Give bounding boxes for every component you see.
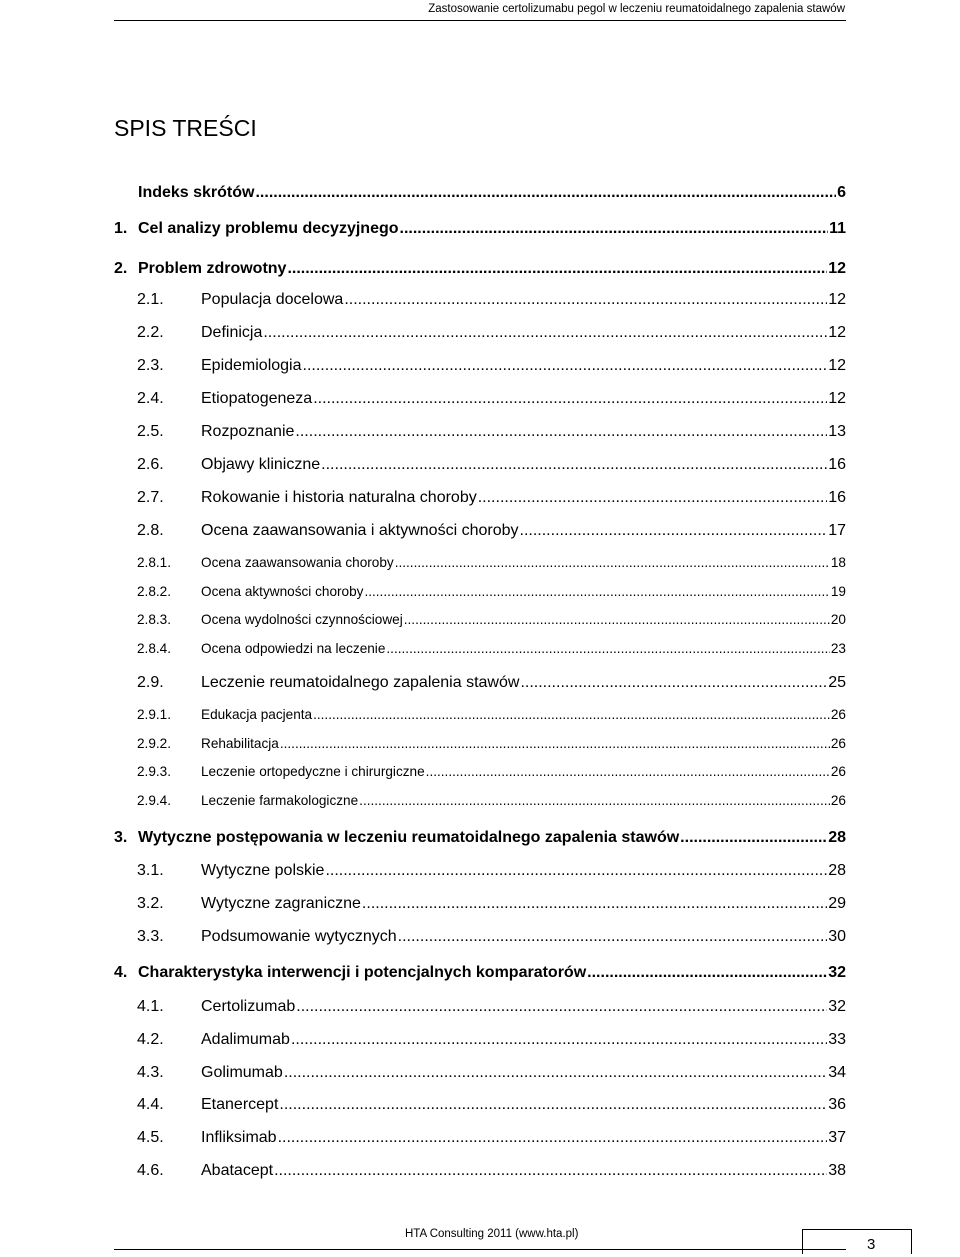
toc-entry-number: 4.1. [137,998,164,1015]
toc-entry[interactable] [114,996,846,1018]
toc-entry-page: 32 [828,964,846,981]
toc-entry-label: Cel analizy problemu decyzyjnego [138,220,399,237]
toc-entry-number: 2.9.2. [137,736,172,751]
toc-entry-number: 2.6. [137,456,164,473]
toc-entry-label: Problem zdrowotny [138,260,287,277]
toc-entry-number: 4.2. [137,1031,164,1048]
toc-entry-number: 4.3. [137,1064,164,1081]
toc-entry-page: 12 [828,357,846,374]
toc-entry[interactable] [114,790,846,812]
toc-entry-number: 3.2. [137,895,164,912]
toc-entry-page: 36 [828,1096,846,1113]
toc-dot-leader [404,609,830,631]
page-number: 3 [867,1236,876,1253]
toc-entry-label: Etiopatogeneza [201,390,313,407]
toc-entry-page: 23 [830,641,846,656]
toc-entry-number: 2.7. [137,489,164,506]
toc-dot-leader [291,1029,827,1051]
toc-entry[interactable] [114,322,846,344]
toc-entry-page: 12 [828,324,846,341]
toc-entry-label: Infliksimab [201,1129,277,1146]
toc-entry-number: 2.8. [137,522,164,539]
toc-entry-number: 3.1. [137,862,164,879]
toc-entry-page: 28 [828,862,846,879]
toc-entry-label: Rokowanie i historia naturalna choroby [201,489,477,506]
running-title: Zastosowanie certolizumabu pegol w leczeniu reumatoidalnego zapalenia stawów [428,3,845,15]
toc-entry[interactable] [114,704,846,726]
toc-entry[interactable] [114,552,846,574]
toc-entry-label: Epidemiologia [201,357,302,374]
toc-dot-leader [295,421,827,443]
toc-entry[interactable] [114,289,846,311]
toc-dot-leader [321,454,827,476]
toc-entry[interactable] [114,860,846,882]
toc-dot-leader [284,1062,827,1084]
toc-dot-leader [287,258,827,280]
toc-entry-label: Leczenie farmakologiczne [201,793,359,808]
toc-entry-page: 26 [830,736,846,751]
toc-entry[interactable] [114,1062,846,1084]
toc-dot-leader [279,1094,827,1116]
toc-entry[interactable] [114,355,846,377]
toc-dot-leader [313,704,830,726]
toc-entry-number: 2.1. [137,291,164,308]
toc-dot-leader [325,860,827,882]
toc-entry-page: 26 [830,764,846,779]
toc-entry-label: Definicja [201,324,263,341]
toc-entry-page: 30 [828,928,846,945]
toc-entry-page: 12 [828,390,846,407]
toc-entry-page: 19 [830,584,846,599]
toc-entry[interactable] [114,962,846,984]
toc-entry-number: 2.8.1. [137,555,172,570]
toc-entry-page: 6 [837,184,846,201]
toc-entry-page: 11 [829,220,846,237]
toc-dot-leader [263,322,827,344]
toc-entry-label: Podsumowanie wytycznych [201,928,397,945]
toc-entry[interactable] [114,520,846,542]
toc-dot-leader [303,355,828,377]
toc-entry-label: Certolizumab [201,998,296,1015]
toc-entry[interactable] [114,581,846,603]
toc-entry-page: 16 [828,489,846,506]
toc-entry-label: Charakterystyka interwencji i potencjalnych komparatorów [138,964,587,981]
toc-dot-leader [362,893,827,915]
toc-entry-label: Populacja docelowa [201,291,344,308]
toc-entry-label: Ocena wydolności czynnościowej [201,612,403,627]
toc-dot-leader [587,962,827,984]
toc-entry[interactable] [114,1094,846,1116]
toc-entry-label: Edukacja pacjenta [201,707,313,722]
toc-entry-page: 17 [828,522,846,539]
toc-entry-label: Etanercept [201,1096,279,1113]
toc-entry[interactable] [114,487,846,509]
toc-dot-leader [296,996,827,1018]
toc-entry-number: 2.8.4. [137,641,172,656]
toc-entry-label: Abatacept [201,1162,274,1179]
toc-entry[interactable] [114,638,846,660]
toc-entry[interactable] [114,388,846,410]
toc-entry-label: Adalimumab [201,1031,290,1048]
toc-entry-page: 26 [830,707,846,722]
toc-entry-number: 4.5. [137,1129,164,1146]
toc-entry[interactable] [114,827,846,849]
header-rule [114,20,846,21]
toc-dot-leader [400,218,829,240]
toc-entry-page: 12 [828,291,846,308]
toc-dot-leader [359,790,830,812]
toc-dot-leader [344,289,827,311]
toc-dot-leader [386,638,829,660]
toc-entry-number: 2.8.3. [137,612,172,627]
toc-entry-page: 33 [828,1031,846,1048]
toc-entry[interactable] [114,893,846,915]
toc-dot-leader [398,926,828,948]
toc-entry-label: Ocena odpowiedzi na leczenie [201,641,386,656]
toc-dot-leader [364,581,829,603]
toc-entry[interactable] [114,182,846,204]
toc-entry[interactable] [114,609,846,631]
toc-entry-page: 38 [828,1162,846,1179]
toc-entry-page: 12 [828,260,846,277]
toc-dot-leader [278,1127,828,1149]
toc-entry-number: 2.9.4. [137,793,172,808]
footer-publisher: HTA Consulting 2011 (www.hta.pl) [405,1228,579,1240]
toc-entry-label: Leczenie ortopedyczne i chirurgiczne [201,764,425,779]
toc-entry-page: 37 [828,1129,846,1146]
toc-entry-label: Wytyczne polskie [201,862,325,879]
toc-entry-number: 2.8.2. [137,584,172,599]
toc-entry-page: 18 [830,555,846,570]
toc-dot-leader [274,1160,827,1182]
toc-entry-number: 2.2. [137,324,164,341]
toc-dot-leader [395,552,830,574]
toc-entry-number: 2.9.1. [137,707,172,722]
toc-entry[interactable] [114,672,846,694]
toc-entry-label: Wytyczne postępowania w leczeniu reumatoidalnego zapalenia stawów [138,829,680,846]
toc-dot-leader [426,761,830,783]
toc-entry-page: 34 [828,1064,846,1081]
toc-dot-leader [520,520,828,542]
toc-entry[interactable] [114,421,846,443]
toc-entry-number: 2.5. [137,423,164,440]
toc-entry[interactable] [114,454,846,476]
toc-entry-number: 4. [114,964,128,981]
toc-dot-leader [478,487,827,509]
toc-entry-number: 2.9.3. [137,764,172,779]
toc-dot-leader [255,182,836,204]
toc-dot-leader [313,388,827,410]
toc-entry[interactable] [114,733,846,755]
toc-entry-number: 3. [114,829,128,846]
toc-entry[interactable] [114,1029,846,1051]
toc-entry-label: Ocena zaawansowania choroby [201,555,394,570]
toc-dot-leader [520,672,827,694]
toc-entry[interactable] [114,258,846,280]
toc-entry-number: 4.6. [137,1162,164,1179]
toc-dot-leader [680,827,827,849]
toc-entry-page: 32 [828,998,846,1015]
toc-entry-number: 4.4. [137,1096,164,1113]
toc-entry-number: 2.9. [137,674,164,691]
toc-entry[interactable] [114,761,846,783]
toc-entry-label: Leczenie reumatoidalnego zapalenia stawów [201,674,520,691]
toc-entry-number: 2. [114,260,128,277]
toc-entry-label: Ocena aktywności choroby [201,584,364,599]
toc-entry[interactable] [114,218,846,240]
toc-entry-label: Rozpoznanie [201,423,295,440]
toc-entry-label: Rehabilitacja [201,736,279,751]
toc-entry-page: 13 [828,423,846,440]
toc-entry[interactable] [114,1127,846,1149]
toc-entry-label: Golimumab [201,1064,283,1081]
toc-entry-page: 28 [828,829,846,846]
toc-title: SPIS TREŚCI [114,115,257,141]
toc-entry[interactable] [114,926,846,948]
toc-entry-label: Ocena zaawansowania i aktywności choroby [201,522,519,539]
toc-entry-page: 20 [830,612,846,627]
toc-entry-label: Objawy kliniczne [201,456,321,473]
toc-entry-number: 2.3. [137,357,164,374]
toc-dot-leader [280,733,830,755]
toc-entry-page: 16 [828,456,846,473]
toc-entry-number: 2.4. [137,390,164,407]
toc-entry-number: 1. [114,220,128,237]
toc-entry-page: 29 [828,895,846,912]
page-number-box [802,1229,912,1254]
toc-entry-page: 26 [830,793,846,808]
toc-entry[interactable] [114,1160,846,1182]
toc-entry-label: Indeks skrótów [138,184,255,201]
toc-entry-number: 3.3. [137,928,164,945]
toc-entry-page: 25 [828,674,846,691]
footer-rule [114,1249,846,1250]
toc-entry-label: Wytyczne zagraniczne [201,895,361,912]
